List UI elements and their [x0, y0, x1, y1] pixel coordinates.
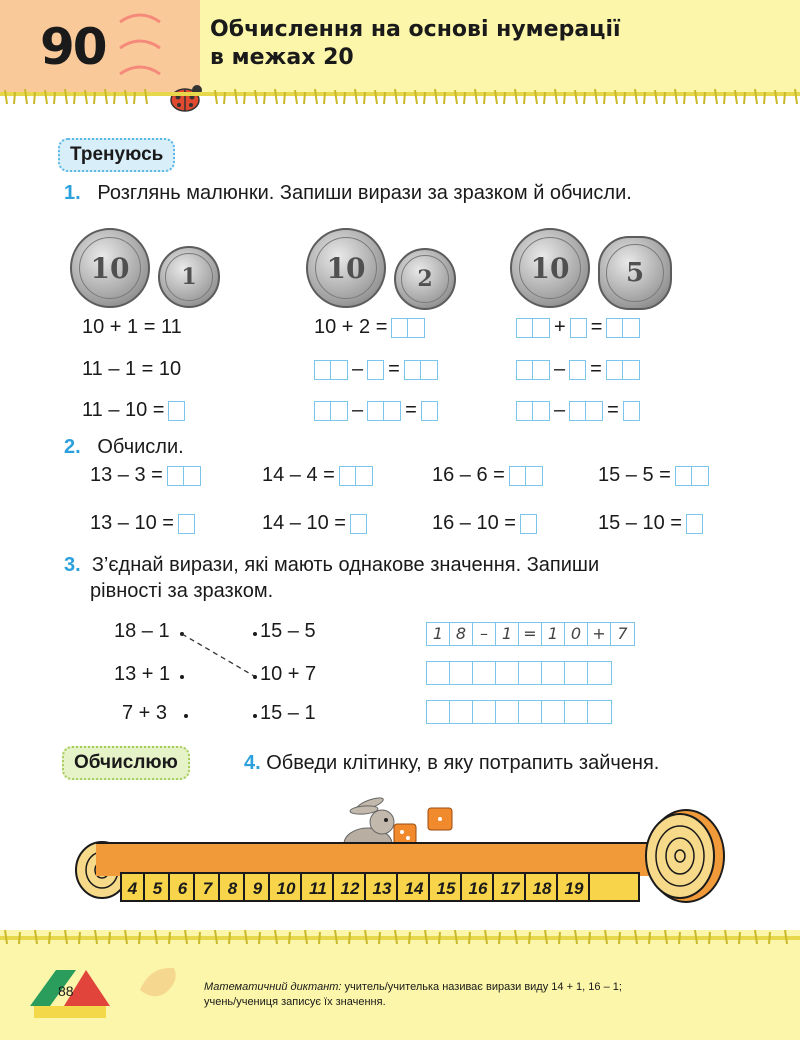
answer-cell[interactable] [168, 401, 185, 421]
ruler-cell[interactable]: 8 [222, 874, 245, 902]
op-minus: – [554, 358, 566, 380]
leaf-decoration-icon [134, 960, 188, 1004]
answer-cell[interactable] [569, 401, 603, 421]
expr-text: 15 – 5 = [598, 464, 671, 486]
ruler-cell[interactable]: 15 [432, 874, 462, 902]
task1-col2-row3 [314, 399, 438, 422]
connecting-line-sample [180, 630, 260, 680]
coin-value: 10 [315, 237, 377, 299]
coin-10-icon [306, 228, 386, 308]
expr-text: 11 – 10 = [82, 399, 165, 421]
grass-border-top [0, 86, 800, 106]
coin-value: 5 [606, 244, 663, 301]
ruler-cell[interactable]: 9 [247, 874, 270, 902]
coin-value: 1 [165, 253, 213, 301]
task3-right-expr[interactable]: 15 – 1 [260, 702, 316, 724]
task3-right-expr[interactable]: 10 + 7 [260, 663, 317, 685]
answer-cell[interactable] [404, 360, 438, 380]
op-eq: = [405, 399, 417, 421]
task1-text: Розглянь малюнки. Запиши вирази за зразком й обчисли. [97, 182, 632, 204]
section-badge-compute: Обчислюю [62, 746, 190, 780]
ruler-cell[interactable]: 5 [147, 874, 170, 902]
expr-text: 14 – 10 = [262, 512, 346, 534]
coin-5-icon [598, 236, 672, 310]
expr-text: 16 – 6 = [432, 464, 505, 486]
task1-col1-row3 [82, 399, 185, 422]
answer-cell[interactable] [686, 514, 703, 534]
task3-number: 3. [64, 554, 81, 576]
task2-row1-item [598, 464, 709, 487]
footer-note-italic: Математичний диктант: [204, 981, 342, 993]
task2-text: Обчисли. [97, 436, 184, 458]
task1-col2-row1 [314, 316, 425, 339]
task3-left-expr[interactable]: 13 + 1 [114, 663, 171, 685]
coin-value: 10 [79, 237, 141, 299]
op-eq: = [388, 358, 400, 380]
ruler-cell[interactable]: 18 [528, 874, 558, 902]
answer-cell[interactable] [367, 360, 384, 380]
ruler-cell[interactable]: 13 [368, 874, 398, 902]
coin-10-icon [510, 228, 590, 308]
sample-cell: 1 [496, 623, 519, 645]
sample-cell: – [473, 623, 496, 645]
ruler-cell[interactable]: 6 [172, 874, 195, 902]
answer-cell[interactable] [569, 360, 586, 380]
answer-cell[interactable] [421, 401, 438, 421]
op-eq: = [590, 358, 602, 380]
task2-row2-item [598, 512, 703, 535]
sample-cell: = [519, 623, 542, 645]
answer-cell[interactable] [314, 360, 348, 380]
task1-col3-row3 [516, 399, 640, 422]
task1-col1-row2: 11 – 1 = 10 [82, 358, 182, 380]
sample-cell: 7 [617, 624, 628, 643]
expr-text: 16 – 10 = [432, 512, 516, 534]
sample-cell: 8 [450, 623, 473, 645]
expr-text: 13 – 3 = [90, 464, 163, 486]
log-right-icon [636, 800, 728, 910]
ruler-roll-top [96, 842, 656, 876]
task3-left-expr[interactable]: 7 + 3 [122, 702, 168, 724]
task3-right-expr[interactable]: 15 – 5 [260, 620, 316, 642]
answer-cell[interactable] [623, 401, 640, 421]
task3-sample-answer [426, 622, 635, 646]
task3-left-expr[interactable]: 18 – 1 [114, 620, 170, 642]
answer-cell[interactable] [516, 360, 550, 380]
answer-cell[interactable] [675, 466, 709, 486]
ruler-cell[interactable]: 19 [560, 874, 590, 902]
expr-text: 10 + 2 = [314, 316, 388, 338]
task2-row1-item [90, 464, 201, 487]
op-eq: = [590, 316, 603, 338]
ruler-cell[interactable]: 11 [304, 874, 334, 902]
coin-value: 2 [401, 255, 449, 303]
op-minus: – [352, 358, 364, 380]
answer-cell[interactable] [350, 514, 367, 534]
grass-border-bottom [0, 928, 800, 948]
answer-cell[interactable] [178, 514, 195, 534]
coin-1-icon [158, 246, 220, 308]
lesson-title-line2: в межах 20 [210, 45, 354, 70]
sample-cell: 1 [427, 623, 450, 645]
decorative-swirl-icon [110, 8, 170, 88]
task3-text-line1: З’єднай вирази, які мають однакове значення. Запиши [91, 554, 600, 576]
answer-cell[interactable] [167, 466, 201, 486]
task4-instruction [244, 752, 659, 775]
ruler-cell[interactable]: 4 [122, 874, 145, 902]
answer-cell[interactable] [570, 318, 587, 338]
task3-instruction [64, 552, 599, 604]
expr-text: 15 – 10 = [598, 512, 682, 534]
answer-cell[interactable] [339, 466, 373, 486]
task1-col3-row1 [516, 316, 640, 339]
answer-cell[interactable] [391, 318, 425, 338]
footer-note-line2: учень/учениця записує їх значення. [204, 996, 386, 1008]
coin-10-icon [70, 228, 150, 308]
task2-number: 2. [64, 436, 81, 458]
op-minus: – [554, 399, 566, 421]
answer-cell[interactable] [606, 318, 640, 338]
sample-cell: 1 [542, 623, 565, 645]
answer-cell[interactable] [516, 401, 550, 421]
op-eq: = [607, 399, 619, 421]
task1-col1-row1: 10 + 1 = 11 [82, 316, 182, 338]
task2-row2-item [90, 512, 195, 535]
footer-note-rest: учитель/учителька називає вирази виду 14 + 1, 16 – 1; [341, 981, 622, 993]
connect-dot[interactable] [253, 714, 257, 718]
task4-text: Обведи клітинку, в яку потрапить зайченя. [266, 752, 660, 774]
task1-instruction [64, 182, 632, 205]
expr-text: 14 – 4 = [262, 464, 335, 486]
task2-row2-item [432, 512, 537, 535]
op-plus: + [554, 316, 566, 338]
ruler-cell[interactable]: 17 [496, 874, 526, 902]
task3-text-line2: рівності за зразком. [90, 580, 274, 602]
answer-cell[interactable] [314, 401, 348, 421]
lesson-title [210, 16, 621, 72]
op-minus: – [352, 399, 364, 421]
task2-row1-item [262, 464, 373, 487]
ruler-cell[interactable]: 12 [336, 874, 366, 902]
section-badge-practice: Тренуюсь [58, 138, 175, 172]
expr-text: 13 – 10 = [90, 512, 174, 534]
coin-2-icon [394, 248, 456, 310]
lesson-number: 90 [40, 18, 106, 76]
task2-row2-item [262, 512, 367, 535]
answer-cell[interactable] [606, 360, 640, 380]
page-number: 88 [58, 983, 74, 999]
answer-cell[interactable] [520, 514, 537, 534]
coin-value: 10 [519, 237, 581, 299]
footer-note [204, 980, 764, 1010]
task2-instruction [64, 436, 184, 459]
ruler-cell[interactable]: 7 [197, 874, 220, 902]
task3-answer-row[interactable] [426, 700, 612, 724]
answer-cell[interactable] [516, 318, 550, 338]
ruler-cell[interactable]: 14 [400, 874, 430, 902]
task4-number: 4. [244, 752, 261, 774]
sample-cell: + [588, 623, 611, 645]
ruler-cell[interactable]: 16 [464, 874, 494, 902]
number-ruler [120, 872, 640, 902]
task1-col3-row2 [516, 358, 640, 381]
task1-col2-row2 [314, 358, 438, 381]
answer-cell[interactable] [367, 401, 401, 421]
task1-number: 1. [64, 182, 81, 204]
answer-cell[interactable] [509, 466, 543, 486]
task3-answer-row[interactable] [426, 661, 612, 685]
lesson-title-line1: Обчислення на основі нумерації [210, 17, 621, 42]
connect-dot[interactable] [184, 714, 188, 718]
sample-cell: 0 [565, 623, 588, 645]
ruler-cell[interactable]: 10 [272, 874, 302, 902]
task2-row1-item [432, 464, 543, 487]
